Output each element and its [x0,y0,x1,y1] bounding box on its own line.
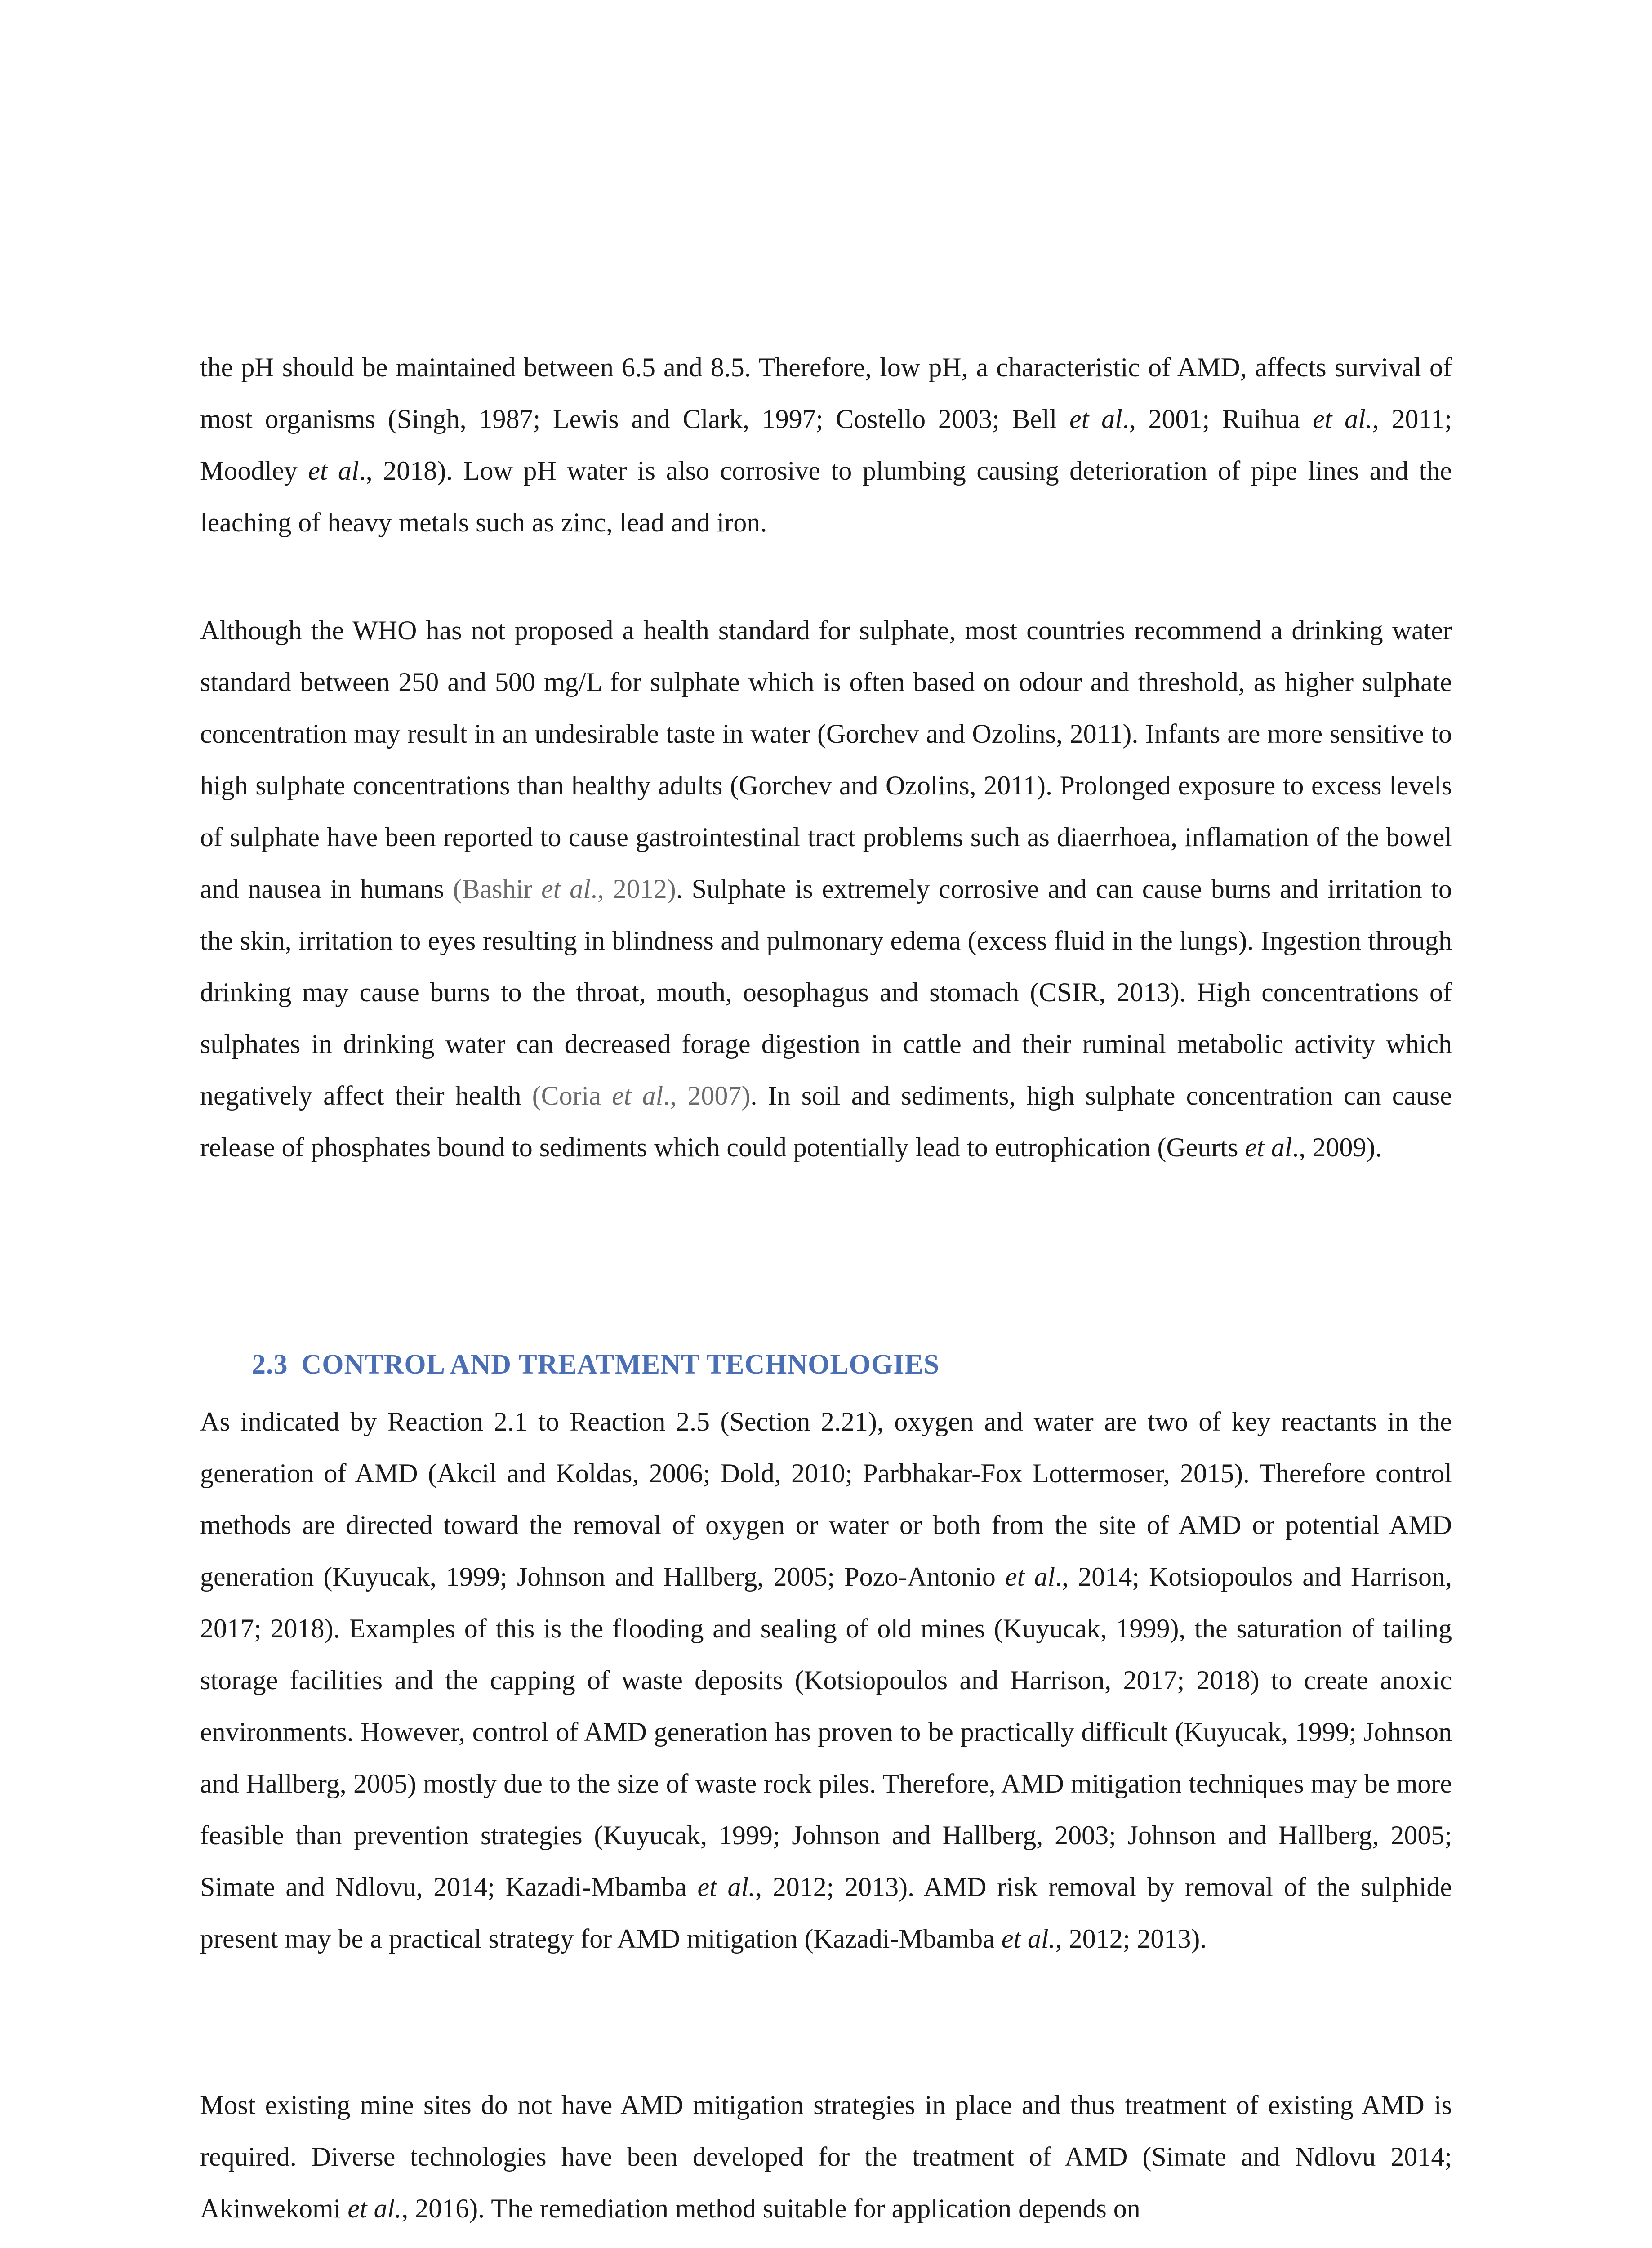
italic-et-al: et al [308,456,359,486]
paragraph-text: As indicated by Reaction 2.1 to Reaction 2.5 (Section 2.21), oxygen and water are two of key reactants in the generation of AMD (Akcil and Koldas, 2006; Dold, 2010; Parbhakar-Fox Lottermoser, 2015). Therefore control methods are directed toward the removal of oxygen or water or both from the site of AMD or potential AMD generation (Kuyucak, 1999; Johnson and Hallberg, 2005; Pozo-Antonio [200,1407,1452,1592]
paragraph-ph-effects [200,342,1452,549]
citation-bashir [453,874,676,904]
paragraph-text: , 2012; 2013). [1055,1924,1207,1954]
italic-et-al: et al [1069,404,1122,434]
paragraph-text: the pH should be maintained between 6.5 and 8.5. Therefore, low pH, a characteristic of AMD, affects survival of most organisms (Singh, 1987; Lewis and Clark, 1997; Costello 2003; Bell [200,352,1452,434]
paragraph-text: ., 2001; Ruihua [1122,404,1313,434]
section-number: 2.3 [252,1349,288,1380]
paragraph-text: Although the WHO has not proposed a health standard for sulphate, most countries recommend a drinking water standard between 250 and 500 mg/L for sulphate which is often based on odour and threshold, as higher sulphate concentration may result in an undesirable taste in water (Gorchev and Ozolins, 2011). Infants are more sensitive to high sulphate concentrations than healthy adults (Gorchev and Ozolins, 2011). Prolonged exposure to excess levels of sulphate have been reported to cause gastrointestinal tract problems such as diaerrhoea, inflamation of the bowel and nausea in humans [200,616,1452,904]
italic-et-al: et al. [697,1872,756,1902]
italic-et-al: et al. [1313,404,1372,434]
paragraph-text: , 2016). The remediation method suitable for application depends on [401,2194,1140,2223]
citation-text: ., 2007) [663,1081,751,1111]
paragraph-text: . Sulphate is extremely corrosive and can cause burns and irritation to the skin, irritation to eyes resulting in blindness and pulmonary edema (excess fluid in the lungs). Ingestion through drinking may cause burns to the throat, mouth, oesophagus and stomach (CSIR, 2013). High concentrations of sulphates in drinking water can decreased forage digestion in cattle and their ruminal metabolic activity which negatively affect their health [200,874,1452,1111]
paragraph-text: , 2011; Moodley [200,404,1452,486]
citation-text: ., 2012) [590,874,676,904]
citation-text: (Coria [532,1081,612,1111]
citation-text: (Bashir [453,874,542,904]
italic-et-al: et al [1245,1133,1292,1162]
italic-et-al: et al [1005,1562,1055,1592]
citation-coria [532,1081,751,1111]
paragraph-text: ., 2014; Kotsiopoulos and Harrison, 2017; 2018). Examples of this is the flooding and sealing of old mines (Kuyucak, 1999), the saturation of tailing storage facilities and the capping of waste deposits (Kotsiopoulos and Harrison, 2017; 2018) to create anoxic environments. However, control of AMD generation has proven to be practically difficult (Kuyucak, 1999; Johnson and Hallberg, 2005) mostly due to the size of waste rock piles. Therefore, AMD mitigation techniques may be more feasible than prevention strategies (Kuyucak, 1999; Johnson and Hallberg, 2003; Johnson and Hallberg, 2005; Simate and Ndlovu, 2014; Kazadi-Mbamba [200,1562,1452,1902]
paragraph-text: ., 2009). [1292,1133,1382,1162]
paragraph-text: . In soil and sediments, high sulphate concentration can cause release of phosphates bound to sediments which could potentially lead to eutrophication (Geurts [200,1081,1452,1162]
section-title: CONTROL AND TREATMENT TECHNOLOGIES [301,1349,940,1380]
paragraph-control-methods [200,1396,1452,1965]
paragraph-text: , 2012; 2013). AMD risk removal by removal of the sulphide present may be a practical strategy for AMD mitigation (Kazadi-Mbamba [200,1872,1452,1954]
italic-et-al: et al [612,1081,663,1111]
section-heading [252,1349,940,1381]
italic-et-al: et al [541,874,591,904]
paragraph-treatment-existing [200,2079,1452,2235]
paragraph-text: ., 2018). Low pH water is also corrosive to plumbing causing deterioration of pipe lines and the leaching of heavy metals such as zinc, lead and iron. [200,456,1452,537]
paragraph-text: Most existing mine sites do not have AMD mitigation strategies in place and thus treatment of existing AMD is required. Diverse technologies have been developed for the treatment of AMD (Simate and Ndlovu 2014; Akinwekomi [200,2090,1452,2223]
paragraph-sulphate-health [200,605,1452,1173]
italic-et-al: et al. [1001,1924,1055,1954]
italic-et-al: et al. [347,2194,402,2223]
